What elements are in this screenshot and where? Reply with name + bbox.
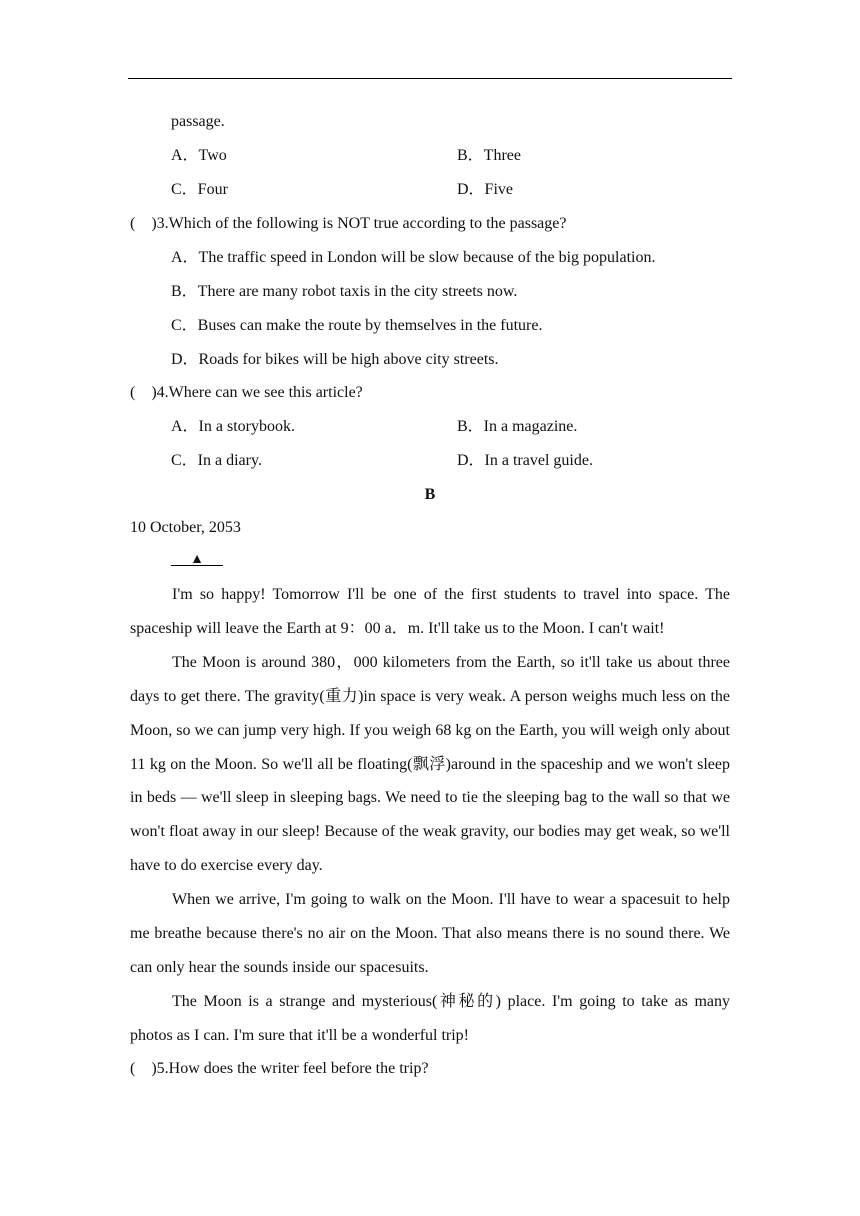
q3-stem: ( )3.Which of the following is NOT true according to the passage? (130, 215, 567, 232)
header-rule (128, 78, 732, 79)
diary-paragraph: When we arrive, I'm going to walk on the Moon. I'll have to wear a spacesuit to help me breathe because there's no air on the Moon. That also means there is no sound there. We can only hear the sounds inside our spacesuits. (130, 891, 730, 976)
q2-option-a: A．Two (171, 147, 227, 164)
q4-option-b: B．In a magazine. (457, 418, 578, 435)
q4-stem: ( )4.Where can we see this article? (130, 384, 363, 401)
q4-option-d: D．In a travel guide. (457, 452, 593, 469)
q2-option-c: C．Four (171, 181, 228, 198)
q5-stem: ( )5.How does the writer feel before the trip? (130, 1060, 429, 1077)
title-blank: ▲ (171, 550, 223, 570)
q4-option-c: C．In a diary. (171, 452, 262, 469)
q4-option-a: A．In a storybook. (171, 418, 295, 435)
diary-paragraph: I'm so happy! Tomorrow I'll be one of the first students to travel into space. The spaceship will leave the Earth at 9：00 a．m. It'll take us to the Moon. I can't wait! (130, 586, 730, 637)
section-b-heading: B (424, 486, 436, 503)
q2-option-d: D．Five (457, 181, 514, 198)
diary-date: 10 October, 2053 (130, 519, 241, 536)
q3-option-d: D．Roads for bikes will be high above city streets. (171, 351, 499, 368)
q3-option-b: B．There are many robot taxis in the city streets now. (171, 283, 518, 300)
diary-paragraph: The Moon is around 380，000 kilometers from the Earth, so it'll take us about three days to get there. The gravity(重力)in space is very weak. A person weighs much less on the Moon, so we can jump very high. If you weigh 68 kg on the Earth, you will weigh only about 11 kg on the Moon. So we'll all be floating(飘浮)around in the spaceship and we won't sleep in beds — we'll sleep in sleeping bags. We need to tie the sleeping bag to the wall so that we won't float away in our sleep! Because of the weak gravity, our bodies may get weak, so we'll have to do exercise every day. (130, 653, 730, 875)
passage-fragment: passage. (171, 113, 225, 130)
q2-option-b: B．Three (457, 147, 521, 164)
diary-body (130, 578, 730, 1053)
diary-paragraph: The Moon is a strange and mysterious(神秘的) place. I'm going to take as many photos as I can. I'm sure that it'll be a wonderful trip! (130, 992, 730, 1044)
q3-option-c: C．Buses can make the route by themselves in the future. (171, 317, 543, 334)
q3-option-a: A．The traffic speed in London will be slow because of the big population. (171, 249, 656, 266)
